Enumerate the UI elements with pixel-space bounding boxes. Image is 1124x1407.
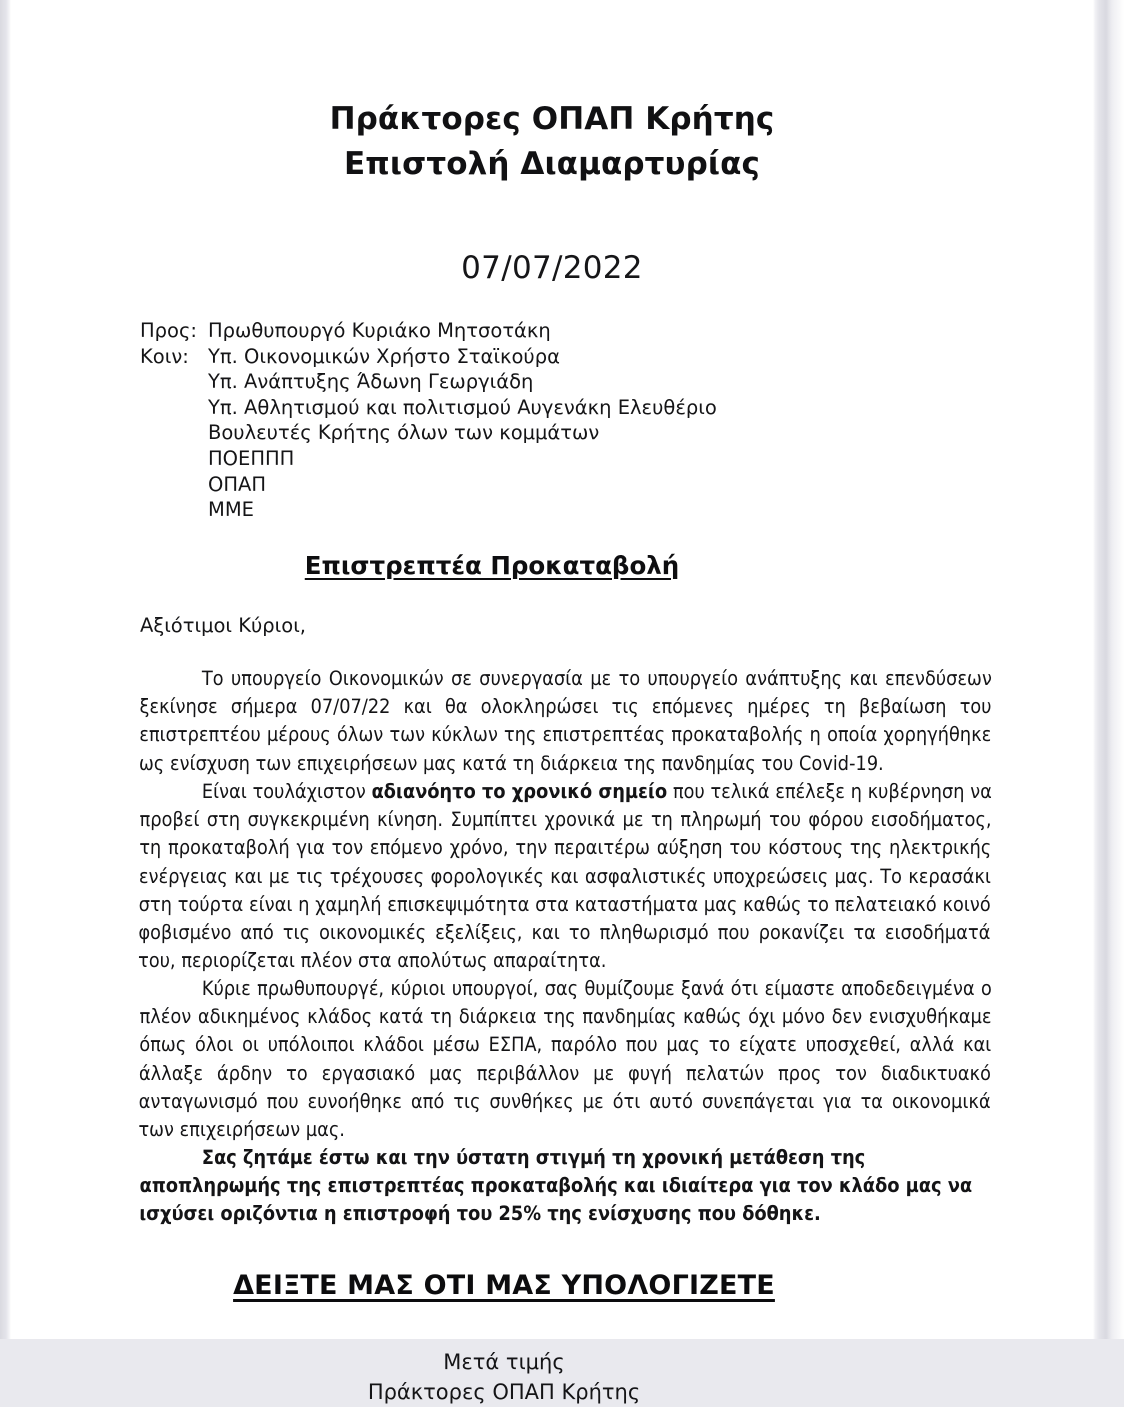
letter-body bbox=[11, 665, 1093, 1229]
body-paragraph-2 bbox=[138, 778, 992, 975]
recipient-row-cc-6 bbox=[140, 497, 1093, 523]
recipient-row-to bbox=[140, 318, 1093, 344]
recipient-row-cc-1 bbox=[140, 369, 1093, 395]
body-paragraph-2-emphasis: αδιανόητο το χρονικό σημείο bbox=[371, 779, 668, 803]
addressing-block bbox=[11, 318, 1093, 523]
signature-sender: Πράκτορες ΟΠΑΠ Κρήτης bbox=[367, 1379, 641, 1404]
recipient-cc-value-5: ΟΠΑΠ bbox=[208, 472, 267, 496]
recipient-cc-value-3: Βουλευτές Κρήτης όλων των κομμάτων bbox=[208, 421, 600, 445]
body-paragraph-2-part-2: που τελικά επέλεξε η κυβέρνηση να προβεί στη συγκεκριμένη κίνηση. Συμπίπτει χρονικά με τη πληρωμή του φόρου εισοδήματος, τη προκαταβολή για τον επόμενο χρόνο, την περαιτέρω αύξηση του κόστους της ηλεκτρικής ενέργειας και με τις τρέχουσες φορολογικές και ασφαλιστικές υποχρεώσεις μας. Το κερασάκι στη τούρτα είναι η χαμηλή επισκεψιμότητα στα καταστήματα μας καθώς το πελατειακό κοινό φοβισμένο από τις οικονομικές εξελίξεις, και το πληθωρισμό που ροκανίζει τα εισοδήματά του, περιορίζεται πλέον στα απολύτως απαραίτητα. bbox=[137, 779, 992, 972]
recipient-cc-value-0: Υπ. Οικονομικών Χρήστο Σταϊκούρα bbox=[208, 344, 560, 368]
document-subject bbox=[11, 550, 1093, 582]
recipient-row-cc-4 bbox=[140, 446, 1093, 472]
recipient-to-value: Πρωθυπουργό Κυριάκο Μητσοτάκη bbox=[208, 319, 551, 342]
letter-page bbox=[11, 0, 1093, 1404]
body-paragraph-4: Σας ζητάμε έστω και την ύστατη στιγμή τη χρονική μετάθεση της αποπληρωμής της επιστρεπτέας προκαταβολής και ιδιαίτερα για τον κλάδο μας να ισχύσει οριζόντια η επιστροφή του 25% της ενίσχυσης που δόθηκε. bbox=[139, 1146, 973, 1226]
recipient-cc-value-1: Υπ. Ανάπτυξης Άδωνη Γεωργιάδη bbox=[208, 370, 534, 394]
recipient-cc-value-2: Υπ. Αθλητισμού και πολιτισμού Αυγενάκη Ελευθέριο bbox=[208, 395, 717, 419]
body-paragraph-3: Κύριε πρωθυπουργέ, κύριοι υπουργοί, σας θυμίζουμε ξανά ότι είμαστε αποδεδειγμένα ο πλέον αδικημένος κλάδος κατά τη διάρκεια της πανδημίας καθώς όχι μόνο δεν ενισχυθήκαμε όπως όλοι οι υπόλοιποι κλάδοι μέσω ΕΣΠΑ, παρόλο που μας το είχατε υποσχεθεί, αλλά και άλλαξε άρδην το εργασιακό μας περιβάλλον με φυγή πελατών προς τον διαδικτυακό ανταγωνισμό που ευνοήθηκε από τις συνθήκες με ότι αυτό συνεπάγεται για τα οικονομικά των επιχειρήσεων μας. bbox=[138, 976, 992, 1141]
recipient-row-cc-5 bbox=[140, 472, 1093, 498]
document-date: 07/07/2022 bbox=[461, 250, 643, 286]
recipient-cc-value-6: ΜΜΕ bbox=[208, 498, 254, 522]
signature-closing: Μετά τιμής bbox=[443, 1349, 565, 1374]
recipient-row-cc-3 bbox=[140, 420, 1093, 446]
document-title-line-2: Επιστολή Διαμαρτυρίας bbox=[344, 146, 760, 182]
document-slogan bbox=[11, 1269, 1093, 1303]
signature-block bbox=[11, 1347, 1093, 1407]
recipient-to-label: Προς: bbox=[140, 319, 197, 342]
salutation: Αξιότιμοι Κύριοι, bbox=[140, 613, 306, 637]
recipient-row-cc-0 bbox=[140, 344, 1093, 370]
document-slogan-text: ΔΕΙΞΤΕ ΜΑΣ ΟΤΙ ΜΑΣ ΥΠΟΛΟΓΙΖΕΤΕ bbox=[233, 1269, 775, 1301]
body-paragraph-2-part-1: Είναι τουλάχιστον bbox=[201, 779, 372, 803]
recipient-cc-label: Κοιν: bbox=[140, 344, 189, 368]
document-subject-text: Επιστρεπτέα Προκαταβολή bbox=[304, 550, 680, 580]
recipient-cc-value-4: ΠΟΕΠΠΠ bbox=[208, 446, 295, 470]
recipient-row-cc-2 bbox=[140, 395, 1093, 421]
document-title-line-1: Πράκτορες ΟΠΑΠ Κρήτης bbox=[329, 101, 775, 137]
body-paragraph-1: Το υπουργείο Οικονομικών σε συνεργασία με το υπουργείο ανάπτυξης και επενδύσεων ξεκίνησε σήμερα 07/07/22 και θα ολοκληρώσει τις επόμενες ημέρες τη βεβαίωση του επιστρεπτέου μέρους όλων των κύκλων της επιστρεπτέας προκαταβολής η οποία χορηγήθηκε ως ενίσχυση των επιχειρήσεων μας κατά τη διάρκεια της πανδημίας του Covid-19. bbox=[138, 666, 992, 775]
